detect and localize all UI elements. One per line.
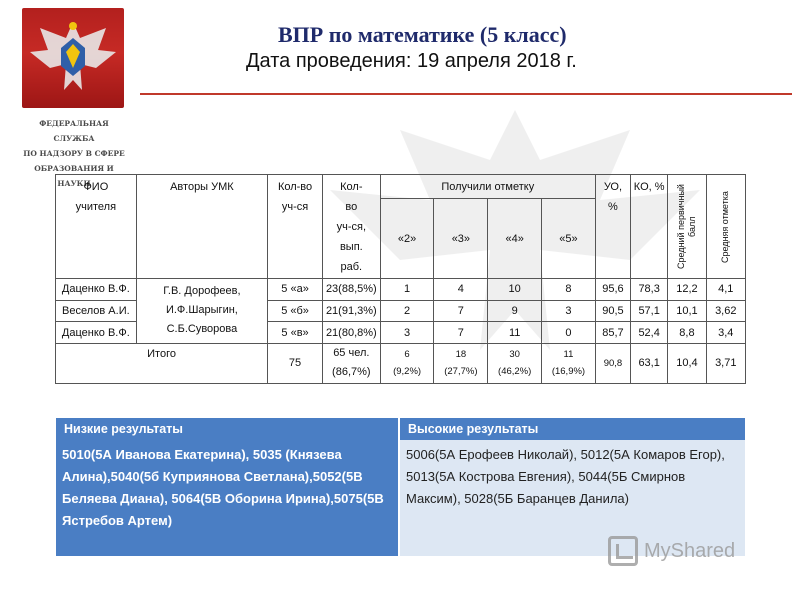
cell-teacher: Даценко В.Ф.: [56, 279, 137, 301]
cell-mark-4: 9: [488, 300, 542, 322]
cell-mark-4: 11: [488, 322, 542, 344]
header-mark-5: «5»: [542, 199, 596, 279]
table-row: [56, 279, 746, 301]
total-avg-primary: 10,4: [668, 343, 706, 383]
low-results-list: 5010(5А Иванова Екатерина), 5035 (Князева Алина),5040(5б Куприянова Светлана),5052(5В Беляева Диана), 5064(5В Оборина Ирина),5075(5В Ястребов Артем): [56, 440, 399, 556]
authors-line: И.Ф.Шарыгин,: [165, 304, 238, 317]
header-text: Кол-: [340, 181, 363, 193]
cell-mark-4: 10: [488, 279, 542, 301]
header-text: во: [345, 201, 358, 213]
cell-avg-mark: 3,62: [706, 300, 745, 322]
total-text: 6: [404, 349, 410, 361]
total-mark-3: [434, 343, 488, 383]
header-teacher: [56, 175, 137, 279]
total-text: (46,2%): [498, 366, 532, 378]
low-results-header: Низкие результаты: [56, 418, 399, 440]
header-authors: Авторы УМК: [136, 175, 267, 279]
total-completed: [322, 343, 380, 383]
header-text: вып.: [339, 241, 363, 253]
cell-avg-mark: 4,1: [706, 279, 745, 301]
header-text: Средняя отметка: [720, 190, 731, 263]
cell-mark-2: 3: [380, 322, 434, 344]
cell-uo: 95,6: [595, 279, 630, 301]
cell-mark-2: 1: [380, 279, 434, 301]
header-ko: КО, %: [631, 175, 668, 279]
total-text: 65 чел.: [333, 347, 370, 360]
cell-completed: 21(91,3%): [322, 300, 380, 322]
cell-class: 5 «а»: [268, 279, 323, 301]
total-uo: 90,8: [595, 343, 630, 383]
header-uo: УО, %: [595, 175, 630, 279]
total-label: Итого: [56, 343, 268, 383]
total-text: 30: [509, 349, 520, 361]
cell-mark-3: 7: [434, 322, 488, 344]
header-text: Средний первичный балл: [675, 184, 697, 269]
header-text: Кол-во: [277, 181, 313, 193]
header-mark-2: «2»: [380, 199, 434, 279]
cell-ko: 78,3: [631, 279, 668, 301]
total-text: (9,2%): [393, 366, 422, 378]
authors-line: Г.В. Дорофеев,: [163, 285, 241, 298]
cell-class: 5 «б»: [268, 300, 323, 322]
total-ko: 63,1: [631, 343, 668, 383]
agency-name-line: ПО НАДЗОРУ В СФЕРЕ: [23, 149, 125, 158]
cell-ko: 57,1: [631, 300, 668, 322]
cell-teacher: Даценко В.Ф.: [56, 322, 137, 344]
total-text: (16,9%): [551, 366, 586, 378]
cell-mark-5: 0: [542, 322, 596, 344]
authors-line: С.Б.Суворова: [166, 323, 238, 336]
eagle-emblem-icon: [22, 8, 124, 108]
header-text: уч-ся,: [336, 221, 367, 233]
header-avg-mark: [706, 175, 745, 279]
cell-mark-3: 4: [434, 279, 488, 301]
cell-uo: 90,5: [595, 300, 630, 322]
cell-ko: 52,4: [631, 322, 668, 344]
header-text: уч-ся: [281, 201, 309, 213]
cell-avg-primary: 10,1: [668, 300, 706, 322]
agency-logo: [22, 8, 124, 108]
total-text: (86,7%): [332, 366, 371, 379]
cell-class: 5 «в»: [268, 322, 323, 344]
header-text: учителя: [75, 201, 117, 213]
results-table: [55, 174, 746, 384]
total-text: 18: [455, 349, 467, 361]
high-results-list: 5006(5А Ерофеев Николай), 5012(5А Комаров Егор), 5013(5А Кострова Евгения), 5044(5Б Смирнов Максим), 5028(5Б Баранцев Данила): [399, 440, 745, 556]
page-title: ВПР по математике (5 класс): [278, 22, 567, 47]
total-mark-5: [542, 343, 596, 383]
cell-avg-primary: 12,2: [668, 279, 706, 301]
header-marks: Получили отметку: [380, 175, 595, 199]
total-mark-4: [488, 343, 542, 383]
cell-completed: 21(80,8%): [322, 322, 380, 344]
cell-authors: [136, 279, 267, 344]
title-divider: [140, 93, 792, 95]
agency-name-line: ФЕДЕРАЛЬНАЯ СЛУЖБА: [39, 119, 109, 143]
page-subtitle: Дата проведения: 19 апреля 2018 г.: [246, 50, 577, 72]
cell-mark-2: 2: [380, 300, 434, 322]
total-students: 75: [268, 343, 323, 383]
results-header-row: [56, 418, 745, 440]
table-total-row: [56, 343, 746, 383]
agency-name-line: ОБРАЗОВАНИЯ И НАУКИ: [34, 164, 114, 188]
total-text: (27,7%): [444, 366, 478, 378]
cell-mark-5: 8: [542, 279, 596, 301]
cell-avg-primary: 8,8: [668, 322, 706, 344]
high-results-header: Высокие результаты: [399, 418, 745, 440]
cell-completed: 23(88,5%): [322, 279, 380, 301]
total-avg-mark: 3,71: [706, 343, 745, 383]
header-mark-4: «4»: [488, 199, 542, 279]
header-text: ФИО: [83, 181, 109, 193]
header-students: [268, 175, 323, 279]
cell-teacher: Веселов А.И.: [56, 300, 137, 322]
cell-uo: 85,7: [595, 322, 630, 344]
header-text: раб.: [340, 261, 363, 273]
site-watermark-text: MyShared: [644, 539, 736, 562]
total-mark-2: [380, 343, 434, 383]
cell-mark-3: 7: [434, 300, 488, 322]
table-header-row: [56, 175, 746, 199]
total-text: 11: [563, 349, 574, 361]
cell-mark-5: 3: [542, 300, 596, 322]
header-avg-primary: [668, 175, 706, 279]
header-mark-3: «3»: [434, 199, 488, 279]
site-watermark: [608, 536, 735, 566]
cell-avg-mark: 3,4: [706, 322, 745, 344]
header-completed: [322, 175, 380, 279]
chart-logo-icon: [608, 536, 638, 566]
